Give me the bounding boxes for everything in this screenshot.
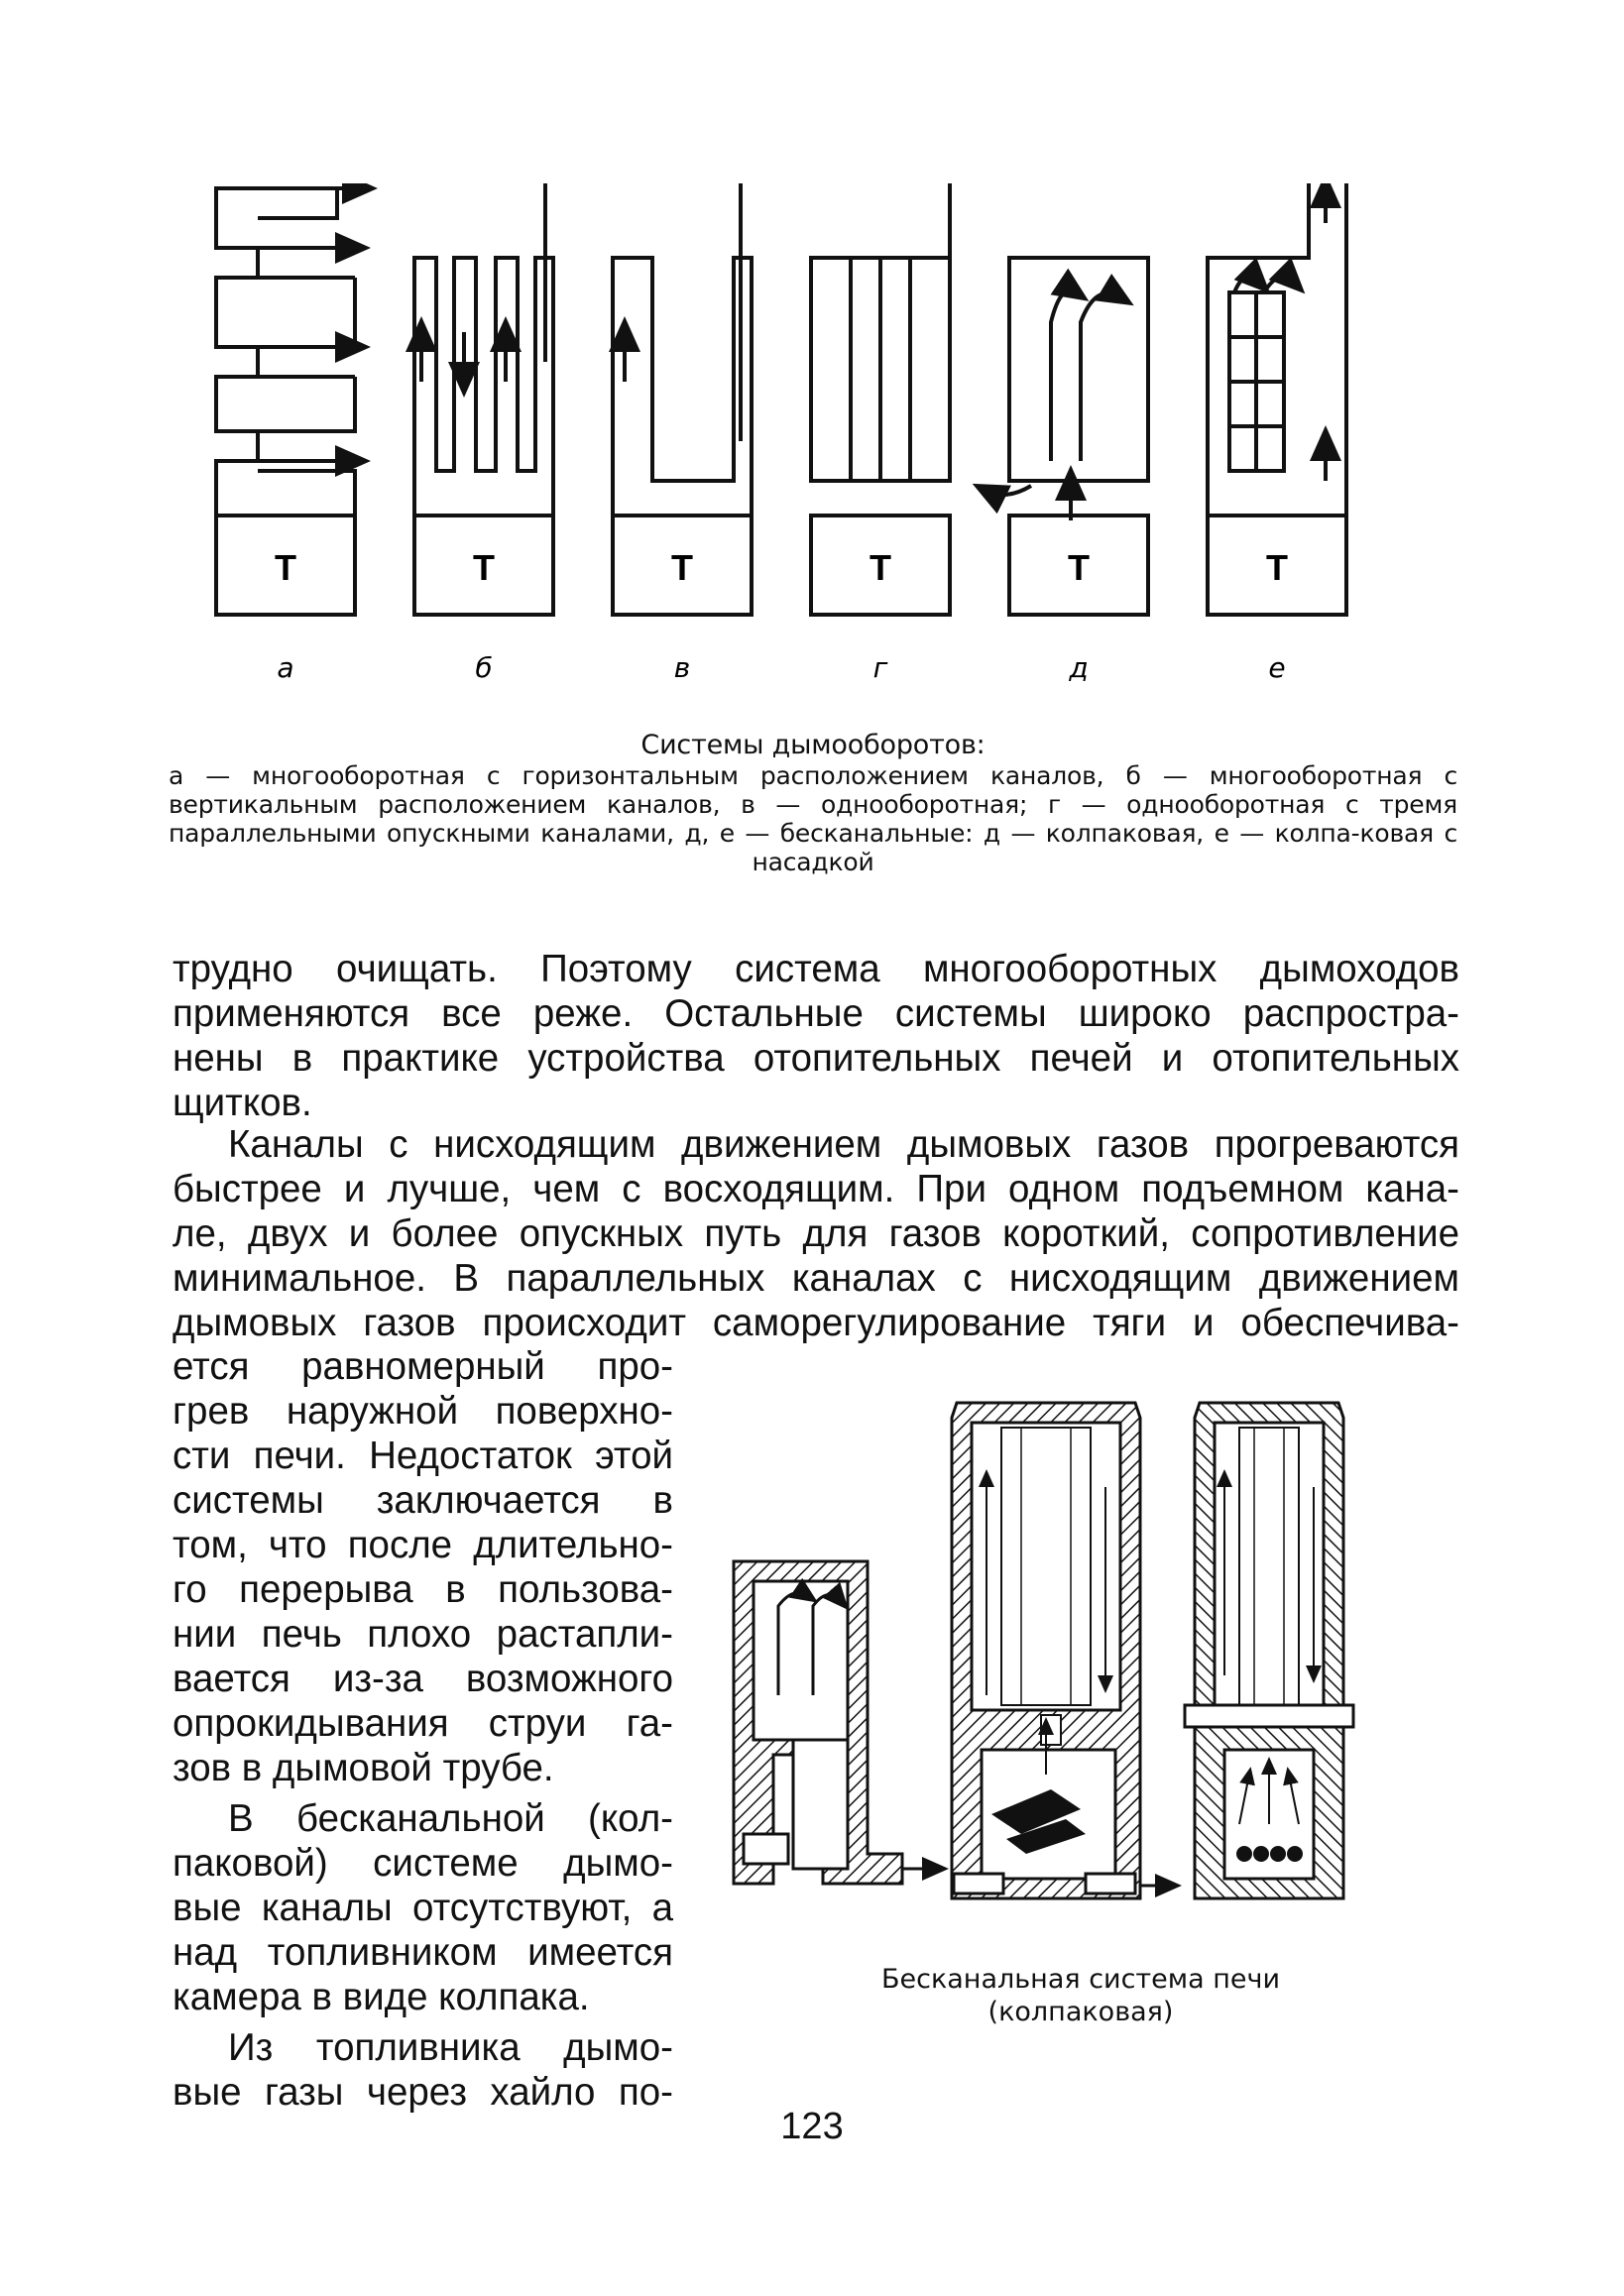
smoke-circulation-systems-figure — [198, 183, 1428, 699]
top-caption-title: Системы дымооборотов: — [640, 730, 986, 760]
panel-letter-b: б — [475, 651, 493, 684]
page-number: 123 — [780, 2106, 844, 2147]
stove-section-left — [734, 1561, 937, 1884]
top-caption-body: а — многооборотная с горизонтальным расположением каналов, б — многооборотная с вертикальным расположением каналов, в — однооборотная; г — однооборотная с тремя параллельными опускными каналами, д, е — бесканальные: д — колпаковая, е — колпа-ковая с насадкой — [169, 761, 1457, 876]
text-line: вые газы через хайло по- — [173, 2071, 673, 2114]
text-line: опрокидывания струи га- — [173, 1702, 673, 1745]
firebox-label-a: Т — [275, 547, 296, 588]
bottom-caption-line: (колпаковая) — [987, 1997, 1174, 2027]
text-line: камера в виде колпака. — [173, 1976, 590, 2018]
text-line: вые каналы отсутствуют, а — [173, 1887, 673, 1929]
text-line: нены в практике устройства отопительных печей и отопительных — [173, 1037, 1459, 1080]
bottom-caption-line: Бесканальная система печи — [880, 1964, 1281, 1995]
text-line: над топливником имеется — [173, 1931, 673, 1974]
top-figure-caption — [169, 731, 1457, 876]
text-line: зов в дымовой трубе. — [173, 1747, 554, 1789]
firebox-label-v: Т — [671, 547, 693, 588]
firebox-label-g: Т — [870, 547, 891, 588]
column-text — [173, 1344, 673, 2115]
text-line: трудно очищать. Поэтому система многооборотных дымоходов — [173, 948, 1459, 990]
panel-letter-e: е — [1268, 651, 1286, 684]
firebox-label-b: Т — [473, 547, 495, 588]
text-line: сти печи. Недостаток этой — [173, 1435, 673, 1477]
text-line: ется равномерный про- — [173, 1345, 673, 1388]
text-line: Из топливника дымо- — [228, 2026, 673, 2069]
firebox-label-d: Т — [1068, 547, 1090, 588]
text-line: грев наружной поверхно- — [173, 1390, 673, 1433]
text-line: го перерыва в пользова- — [173, 1568, 673, 1611]
stove-section-right — [1185, 1403, 1353, 1898]
channelless-stove-figure — [724, 1398, 1438, 1908]
text-line: паковой) системе дымо- — [173, 1842, 673, 1885]
text-line: вается из-за возможного — [173, 1658, 673, 1700]
text-line: Каналы с нисходящим движением дымовых газов прогреваются — [228, 1123, 1459, 1166]
panel-letter-d: д — [1069, 651, 1089, 684]
text-line: том, что после длительно- — [173, 1524, 673, 1566]
text-line: нии печь плохо растапли- — [173, 1613, 673, 1656]
panel-letter-g: г — [872, 651, 888, 684]
text-line: В бесканальной (кол- — [228, 1797, 673, 1840]
text-line: минимальное. В параллельных каналах с нисходящим движением — [173, 1257, 1459, 1300]
panel-letter-v: в — [673, 651, 691, 684]
text-line: дымовых газов происходит саморегулирование тяги и обеспечива- — [173, 1302, 1459, 1344]
paragraph-1 — [173, 947, 1459, 1125]
paragraph-2 — [173, 1122, 1459, 1345]
text-line: применяются все реже. Остальные системы широко распростра- — [173, 992, 1459, 1035]
firebox-label-e: Т — [1266, 547, 1288, 588]
panel-letter-a: а — [277, 651, 294, 684]
stove-section-middle — [952, 1403, 1170, 1898]
text-line: ле, двух и более опускных путь для газов короткий, сопротивление — [173, 1212, 1459, 1255]
text-line: щитков. — [173, 1082, 312, 1124]
text-line: системы заключается в — [173, 1479, 673, 1522]
bottom-figure-caption — [783, 1963, 1378, 2028]
text-line: быстрее и лучше, чем с восходящим. При одном подъемном кана- — [173, 1168, 1459, 1210]
